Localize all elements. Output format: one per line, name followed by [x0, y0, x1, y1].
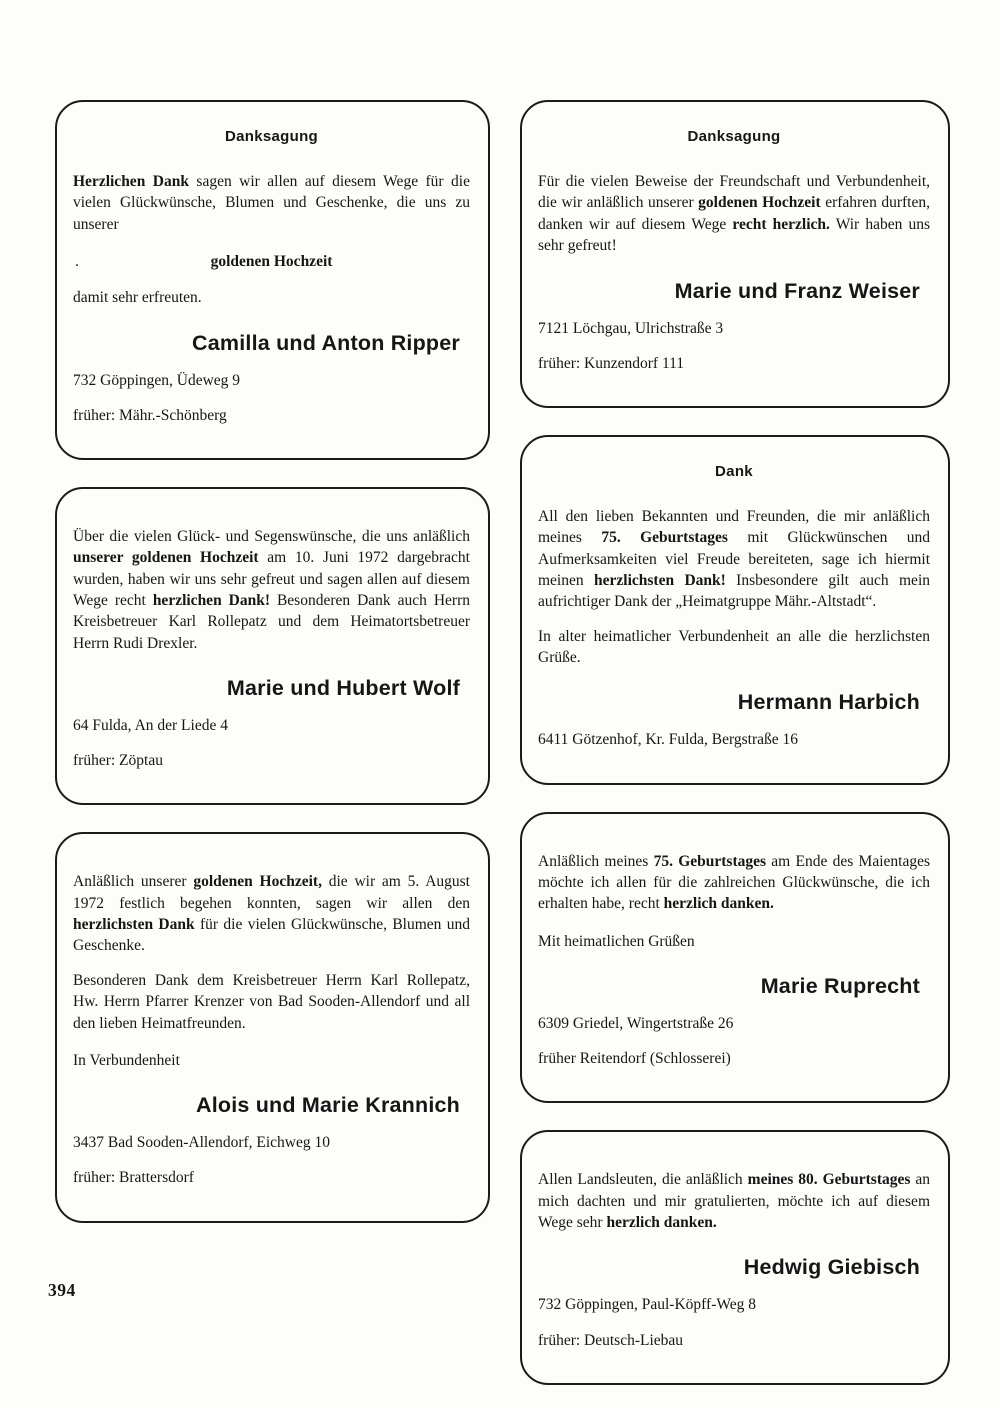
body-text: an mich dachten und mir gratulierten, möchte ich auf diesem Wege sehr	[538, 1171, 930, 1232]
page-number: 394	[48, 1280, 76, 1300]
closing-line: damit sehr erfreuten.	[73, 289, 202, 307]
body-text: am Ende des Maientages möchte ich allen für die zahlreichen Glückwünsche, die ich erhalten habe, recht	[538, 852, 930, 913]
left-column	[55, 100, 490, 1250]
closing-line: Mit heimatlichen Grüßen	[538, 932, 695, 950]
body-text: für die vielen Glückwünsche, Blumen und Geschenke.	[73, 916, 471, 955]
address-line: früher: Kunzendorf 111	[538, 354, 685, 372]
emphasized-text: meines 80. Geburtstages	[747, 1171, 911, 1189]
announcement-box	[55, 487, 490, 806]
closing-line: In Verbundenheit	[73, 1051, 180, 1069]
emphasized-text: Herzlichen Dank	[73, 173, 189, 190]
emphasized-text: 75. Geburtstages	[653, 852, 767, 870]
announcement-box	[520, 100, 950, 408]
announcement-paragraph	[73, 871, 470, 957]
signature-name: Marie und Hubert Wolf	[226, 676, 460, 701]
address-line: 7121 Löchgau, Ulrichstraße 3	[538, 319, 724, 337]
emphasized-text: herzlichen Dank!	[152, 591, 270, 609]
emphasized-text: recht herzlich.	[732, 215, 830, 233]
body-text: Anläßlich meines	[538, 852, 654, 870]
signature-name: Camilla und Anton Ripper	[192, 330, 460, 355]
body-text: Für die vielen Beweise der Freundschaft und Verbundenheit, die wir anläßlich unserer	[538, 173, 930, 212]
body-text: Allen Landsleuten, die anläßlich	[538, 1171, 748, 1189]
body-text: mit Glückwünschen und Aufmerksamkeiten viel Freude bereiteten, sage ich hiermit meinen	[538, 529, 930, 589]
emphasized-text: herzlichsten Dank!	[594, 571, 726, 589]
announcement-paragraph	[538, 171, 930, 257]
announcement-box	[55, 100, 490, 460]
body-text: Besonderen Dank dem Kreisbetreuer Herrn Karl Rollepatz, Hw. Herrn Pfarrer Krenzer von Bad Sooden-Allendorf und all den lieben Heimatfreunden.	[73, 971, 470, 1032]
announcement-title: Dank	[715, 462, 753, 480]
announcement-box	[520, 1130, 950, 1384]
announcement-paragraph	[538, 851, 930, 915]
address-line: 64 Fulda, An der Liede 4	[73, 717, 228, 735]
announcement-title: Danksagung	[687, 128, 781, 145]
announcement-paragraph	[538, 506, 930, 613]
body-text: sagen wir allen auf diesem Wege für die vielen Glückwünsche, Blumen und Geschenke, die uns zu unserer	[73, 173, 470, 233]
address-line: 3437 Bad Sooden-Allendorf, Eichweg 10	[73, 1134, 330, 1152]
announcement-box	[520, 812, 950, 1104]
address-line: 732 Göppingen, Paul-Köpff-Weg 8	[538, 1296, 757, 1314]
body-text: Besonderen Dank auch Herrn Kreisbetreuer Karl Rollepatz und dem Heimatortsbetreuer Herrn Rudi Drexler.	[73, 591, 471, 652]
address-line: früher Reitendorf (Schlosserei)	[538, 1050, 731, 1068]
body-text: erfahren durften, danken wir auf diesem Wege	[538, 194, 930, 233]
body-text: Über die vielen Glück- und Segenswünsche, die uns anläßlich	[73, 527, 470, 545]
announcement-paragraph	[73, 171, 470, 235]
announcement-columns	[55, 100, 950, 1408]
address-line: früher: Deutsch-Liebau	[538, 1331, 684, 1349]
signature-name: Hermann Harbich	[737, 690, 920, 715]
emphasized-text: goldenen Hochzeit,	[193, 873, 322, 891]
highlight-line	[73, 253, 470, 271]
highlight-text: goldenen Hochzeit	[210, 253, 333, 271]
signature-name: Marie und Franz Weiser	[674, 278, 920, 303]
print-artifact-dot: .	[75, 253, 79, 271]
emphasized-text: herzlich danken.	[663, 895, 774, 913]
emphasized-text: goldenen Hochzeit	[698, 194, 821, 212]
announcement-paragraph	[538, 626, 930, 669]
body-text: In alter heimatlicher Verbundenheit an alle die herzlichsten Grüße.	[538, 627, 930, 667]
right-column	[520, 100, 950, 1408]
body-text: All den lieben Bekannten und Freunden, die mir anläßlich meines	[538, 507, 930, 547]
body-text: Anläßlich unserer	[73, 873, 194, 891]
address-line: 6411 Götzenhof, Kr. Fulda, Bergstraße 16	[538, 731, 799, 749]
address-line: 732 Göppingen, Üdeweg 9	[73, 371, 241, 389]
body-text: am 10. Juni 1972 dargebracht wurden, haben wir uns sehr gefreut und sagen allen auf diesem Wege recht	[73, 549, 470, 609]
announcement-box	[520, 435, 950, 785]
emphasized-text: herzlichsten Dank	[73, 916, 195, 934]
emphasized-text: unserer goldenen Hochzeit	[73, 549, 259, 567]
address-line: früher: Zöptau	[73, 752, 163, 770]
address-line: früher: Mähr.-Schönberg	[73, 406, 227, 424]
announcement-box	[55, 832, 490, 1222]
signature-name: Hedwig Giebisch	[743, 1255, 920, 1280]
body-text: Insbesondere gilt auch mein aufrichtiger Dank der „Heimatgruppe Mähr.-Altstadt“.	[538, 571, 930, 611]
address-line: früher: Brattersdorf	[73, 1169, 194, 1187]
emphasized-text: 75. Geburtstages	[601, 529, 728, 547]
signature-name: Alois und Marie Krannich	[195, 1093, 460, 1118]
announcement-paragraph	[538, 1169, 930, 1233]
address-line: 6309 Griedel, Wingertstraße 26	[538, 1015, 734, 1033]
signature-name: Marie Ruprecht	[760, 974, 920, 999]
announcement-paragraph	[73, 526, 470, 654]
body-text: die wir am 5. August 1972 festlich begehen konnten, sagen wir allen den	[73, 873, 470, 912]
body-text: Wir haben uns sehr gefreut!	[538, 215, 930, 255]
emphasized-text: herzlich danken.	[606, 1214, 717, 1232]
announcement-paragraph	[73, 970, 470, 1034]
announcement-title: Danksagung	[224, 128, 318, 145]
